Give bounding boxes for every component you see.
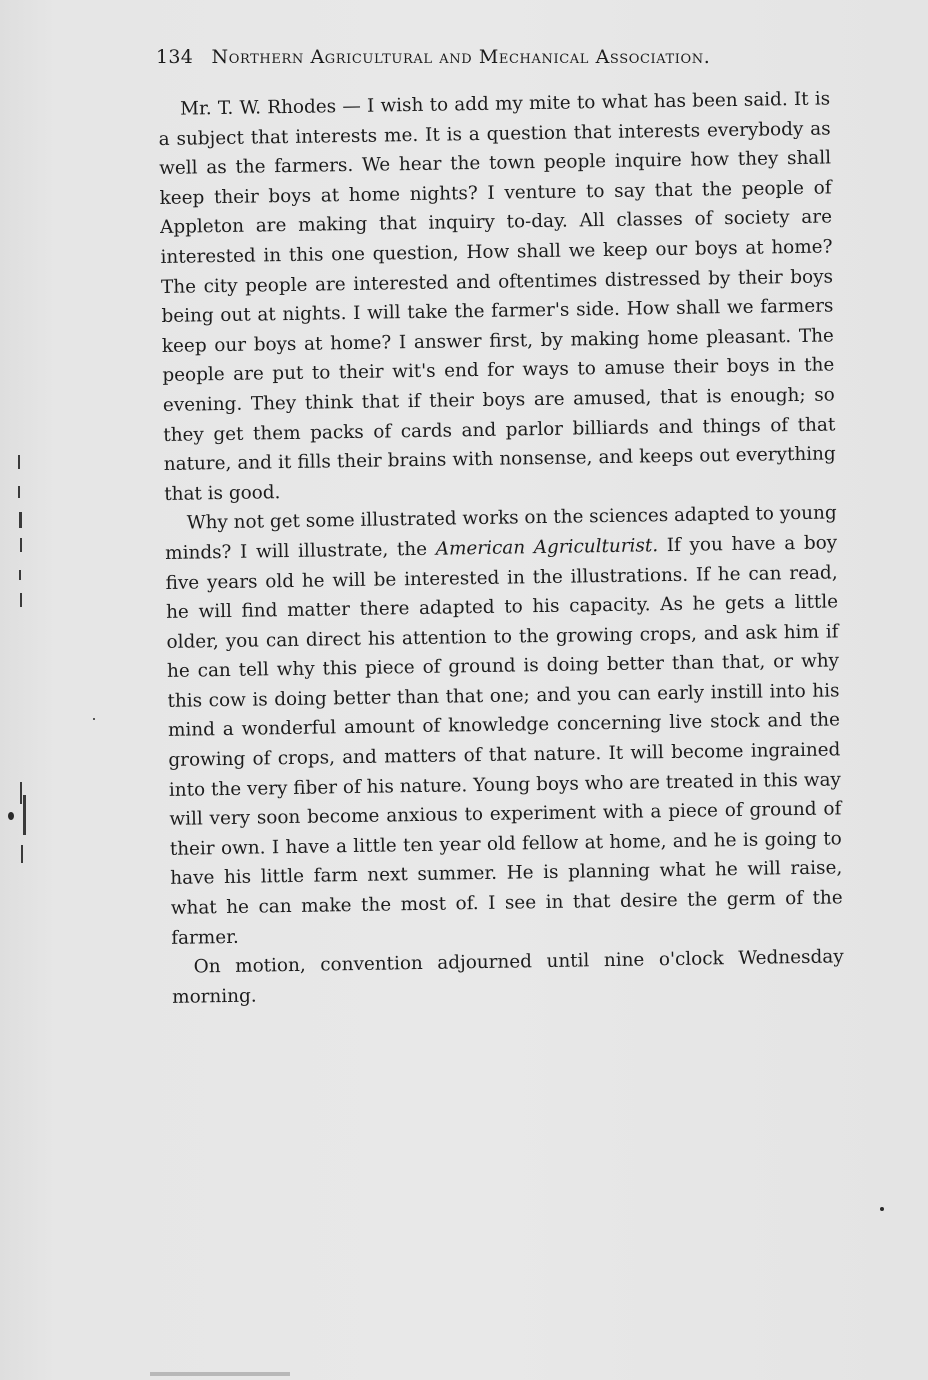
- paragraph-text-after: If you have a boy five years old he will be interested in the illustrations. If he can read, he will find matter there adapted to his capacity. As he gets a little older, you can direct his attention to the growing crops, and ask him if he can tell why this piece of ground is doing better than that, or why this cow is doing better than that one; and you can early instill into his mind a wonderful amount of knowledge concerning live stock and the growing of crops, and matters of that nature. It will become ingrained into the very fiber of his nature. Young boys who are treated in this way will very soon become anxious to experiment with a piece of ground of their own. I have a little ten year old fellow at home, and he is going to have his little farm next summer. He is planning what he will raise, what he can make the most of. I see in that desire the germ of the farmer.: [165, 532, 843, 949]
- paragraph-text: — I wish to add my mite to what has been said. It is a subject that interests me. It is a question that interests everybody as well as the farmers. We hear the town people inquire how they shall keep their boys at home nights? I venture to say that the people of Appleton are making that inquiry to-day. All classes of society are interested in this one question, How shall we keep our boys at home? The city people are interested and oftentimes distressed by their boys being out at nights. I will take the farmer's side. How shall we farmers keep our boys at home? I answer first, by making home pleasant. The people are put to their wit's end for ways to amuse their boys in the evening. They think that if their boys are amused, that is enough; so they get them packs of cards and parlor billiards and things of that nature, and it fills their brains with nonsense, and keeps out everything that is good.: [158, 88, 836, 505]
- page-header: [156, 46, 816, 68]
- paragraph-rhodes-remarks: [158, 84, 836, 509]
- paragraph-text: On motion, convention adjourned until nine o'clock Wednesday morning.: [172, 946, 844, 1008]
- speck-dot: [880, 1207, 884, 1211]
- speck-dot: [93, 718, 95, 720]
- margin-mark: [18, 455, 20, 469]
- running-title: Northern Agricultural and Mechanical Association.: [211, 46, 711, 68]
- margin-mark: [20, 782, 22, 804]
- speaker-name: Mr. T. W. Rhodes: [180, 96, 337, 120]
- margin-mark: [20, 593, 22, 607]
- margin-mark: [23, 795, 26, 835]
- margin-mark: [20, 538, 22, 552]
- page-number: 134: [156, 46, 194, 68]
- paragraph-adjournment: [171, 943, 844, 1013]
- margin-mark: [18, 486, 20, 498]
- margin-mark: [19, 512, 22, 528]
- journal-title: American Agriculturist.: [435, 535, 659, 560]
- paragraph-illustrated-works: [165, 499, 844, 953]
- paragraph-text-before: Why not get some illustrated works on the sciences adapted to young minds? I will illustrate, the: [165, 502, 837, 564]
- bottom-smudge: [150, 1372, 290, 1376]
- margin-mark: [19, 570, 21, 580]
- margin-mark: [21, 845, 23, 863]
- margin-dot: [8, 812, 14, 820]
- body-text: [158, 84, 844, 1012]
